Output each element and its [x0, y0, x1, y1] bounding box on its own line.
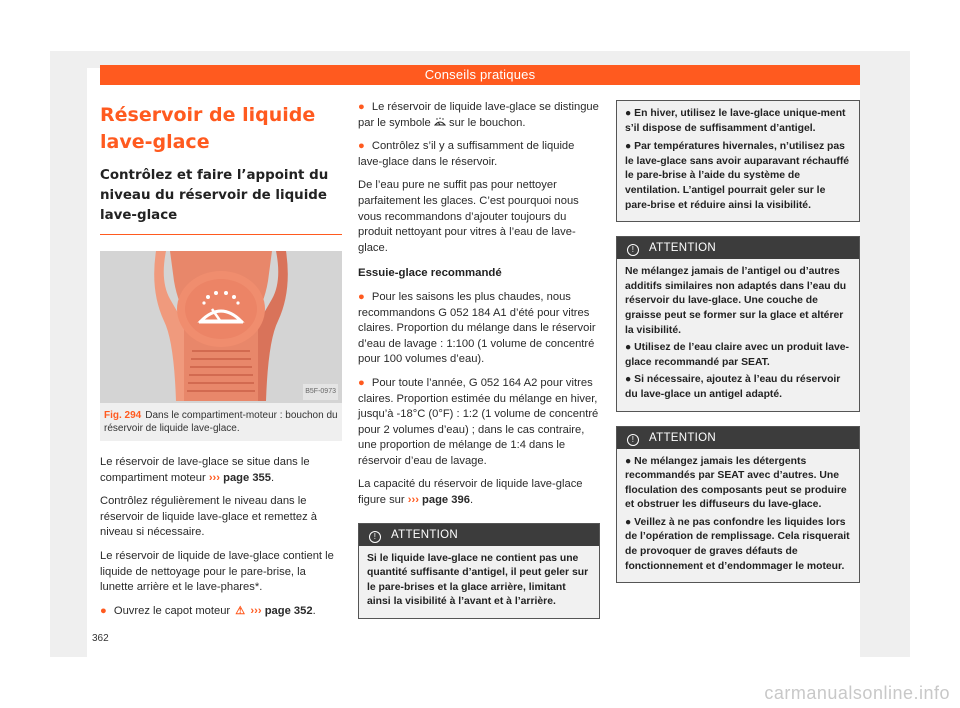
attention-header: [359, 524, 599, 546]
column-2: [358, 100, 600, 619]
list-item: [625, 107, 851, 136]
attention-body: [617, 259, 859, 410]
bullet-text: En hiver, utilisez le lave-glace unique-ment s’il dispose de suffisamment d’antigel.: [625, 108, 846, 134]
bullet-text: Le réservoir de liquide lave-glace se distingue par le symbole: [358, 101, 599, 129]
bullet-text: Si nécessaire, ajoutez à l’eau du réservoir du lave-glace un antigel adapté.: [625, 374, 841, 400]
recommended-heading: Essuie-glace recommandé: [358, 267, 502, 280]
page-ref-link[interactable]: page 396: [422, 494, 470, 507]
list-item: [358, 100, 600, 131]
info-icon: !: [369, 531, 381, 543]
list-item: [625, 341, 851, 370]
warning-icon: ⚠: [235, 604, 246, 617]
list-item: ● Ouvrez le capot moteur ⚠ ››› page 352.: [100, 604, 316, 617]
page-ref-link[interactable]: page 352: [264, 604, 313, 617]
ref-arrow-icon: ›››: [250, 604, 262, 617]
bullet-icon: ●: [358, 376, 365, 389]
bullet-icon: ●: [100, 604, 107, 617]
attention-body: Si le liquide lave-glace ne contient pas une quantité suffisante d’antigel, il peut geler sur le pare-brises et la glace arrière, limitant ainsi la visibilité à l’avant et à l’arrière.: [359, 546, 599, 618]
bullet-icon: ●: [358, 101, 365, 113]
attention-label: ATTENTION: [649, 431, 717, 444]
attention-box: [616, 426, 860, 584]
figure-caption-text: Dans le compartiment-moteur : bouchon du réservoir de liquide lave-glace.: [104, 410, 338, 434]
attention-box: [358, 523, 600, 619]
bullet-text: Contrôlez s’il y a suffisamment de liquide lave-glace dans le réservoir.: [358, 140, 575, 168]
paragraph-location: Le réservoir de lave-glace se situe dans le compartiment moteur ››› page 355.: [100, 456, 310, 484]
bullet-icon: ●: [625, 374, 632, 386]
reservoir-cap-illustration: [100, 251, 342, 403]
figure-reservoir-cap: [100, 251, 342, 403]
figure-caption: [100, 403, 342, 441]
list-item: [625, 516, 851, 574]
list-item: [625, 373, 851, 402]
page-ref-link[interactable]: page 355: [223, 471, 271, 484]
figure-code: B5F-0973: [303, 384, 338, 400]
list-item: [625, 140, 851, 213]
column-1: [100, 100, 342, 619]
bullet-icon: ●: [358, 290, 365, 303]
paragraph-cleaner: De l’eau pure ne suffit pas pour nettoyer parfaitement les glaces. C’est pourquoi nous vous recommandons d’ajouter toujours du produit nettoyant pour vitres à l’eau de lave-glace.: [358, 179, 579, 254]
bullet-text-end: sur le bouchon.: [448, 116, 526, 129]
paragraph-capacity: La capacité du réservoir de liquide lave-glace figure sur ››› page 396.: [358, 478, 583, 507]
list-item: [358, 290, 600, 368]
attention-label: ATTENTION: [649, 242, 717, 255]
washer-fluid-icon: [434, 117, 446, 127]
section-header: Conseils pratiques: [100, 65, 860, 85]
page-title: Réservoir de liquide lave-glace: [100, 104, 316, 153]
bullet-text: Par températures hivernales, n’utilisez pas le lave-glace sans avoir auparavant réchauffé le pare-brise à l’aide du système de ventilation. L’antigel pourrait geler sur le pare-brise et réduire ainsi la visibilité.: [625, 141, 850, 211]
figure-label: Fig. 294: [104, 410, 142, 421]
info-icon: !: [627, 434, 639, 446]
list-item: [358, 376, 600, 470]
winter-notes-box: [616, 100, 860, 222]
bullet-text: Pour les saisons les plus chaudes, nous recommandons G 052 184 A1 d’été pour vitres claires. Proportion du mélange dans le réservoir d’eau de lavage : 1:100 (1 volume de concentré pour 100 volumes d’eau).: [358, 290, 596, 366]
list-item: [358, 139, 600, 170]
page-number: 362: [92, 633, 109, 644]
info-icon: !: [627, 244, 639, 256]
bullet-icon: ●: [625, 108, 632, 119]
attention-box: [616, 236, 860, 411]
watermark: carmanualsonline.info: [764, 683, 950, 703]
bullet-icon: ●: [625, 455, 632, 467]
bullet-text: Ne mélangez jamais les détergents recommandés par SEAT avec d’autres. Une floculation des composants peut se produire et obstruer les diffuseurs du lave-glace.: [625, 455, 847, 511]
bullet-text: Utilisez de l’eau claire avec un produit lave-glace recommandé par SEAT.: [625, 342, 849, 368]
bullet-icon: ●: [625, 342, 632, 354]
bullet-text: Pour toute l’année, G 052 164 A2 pour vitres claires. Proportion estimée du mélange en hiver, jusqu’à -18°C (0°F) : 1:2 (1 volume de concentré pour 2 volumes d’eau) ; dans le cas contraire, une proportion de mélange de 1:4 dans le réservoir d’eau de lavage.: [358, 376, 599, 467]
attention-body: [617, 449, 859, 583]
bullet-text: Ouvrez le capot moteur: [113, 604, 231, 617]
paragraph-location-text: Le réservoir de lave-glace se situe dans le compartiment moteur: [100, 456, 310, 484]
ref-arrow-icon: ›››: [208, 471, 220, 484]
bullet-icon: ●: [625, 141, 632, 153]
attention-header: [617, 237, 859, 259]
paragraph-capacity-text: La capacité du réservoir de liquide lave-glace figure sur: [358, 478, 583, 507]
paragraph-check: Contrôlez régulièrement le niveau dans le réservoir de liquide lave-glace et remettez à niveau si nécessaire.: [100, 495, 318, 539]
bullet-icon: ●: [625, 516, 632, 528]
list-item: [625, 455, 851, 513]
bullet-icon: ●: [358, 140, 365, 153]
section-subtitle: Contrôlez et faire l’appoint du niveau du réservoir de liquide lave-glace: [100, 166, 342, 235]
bullet-text: Veillez à ne pas confondre les liquides lors de l’opération de remplissage. Cela risquerait de provoquer de graves défauts de fonctionnement et d’endommager le moteur.: [625, 516, 850, 572]
ref-arrow-icon: ›››: [407, 494, 419, 507]
attention-label: ATTENTION: [391, 528, 459, 541]
column-3: [616, 100, 860, 583]
paragraph-contents: Le réservoir de liquide de lave-glace contient le liquide de nettoyage pour le pare-brise, la lunette arrière et le lave-phares*.: [100, 549, 334, 594]
attention-header: [617, 427, 859, 449]
attention-intro: Ne mélangez jamais de l’antigel ou d’autres additifs similaires non adaptés dans l’eau du réservoir du lave-glace. Une couche de graisse peut se former sur la glace et altérer la visibilité.: [625, 266, 847, 336]
